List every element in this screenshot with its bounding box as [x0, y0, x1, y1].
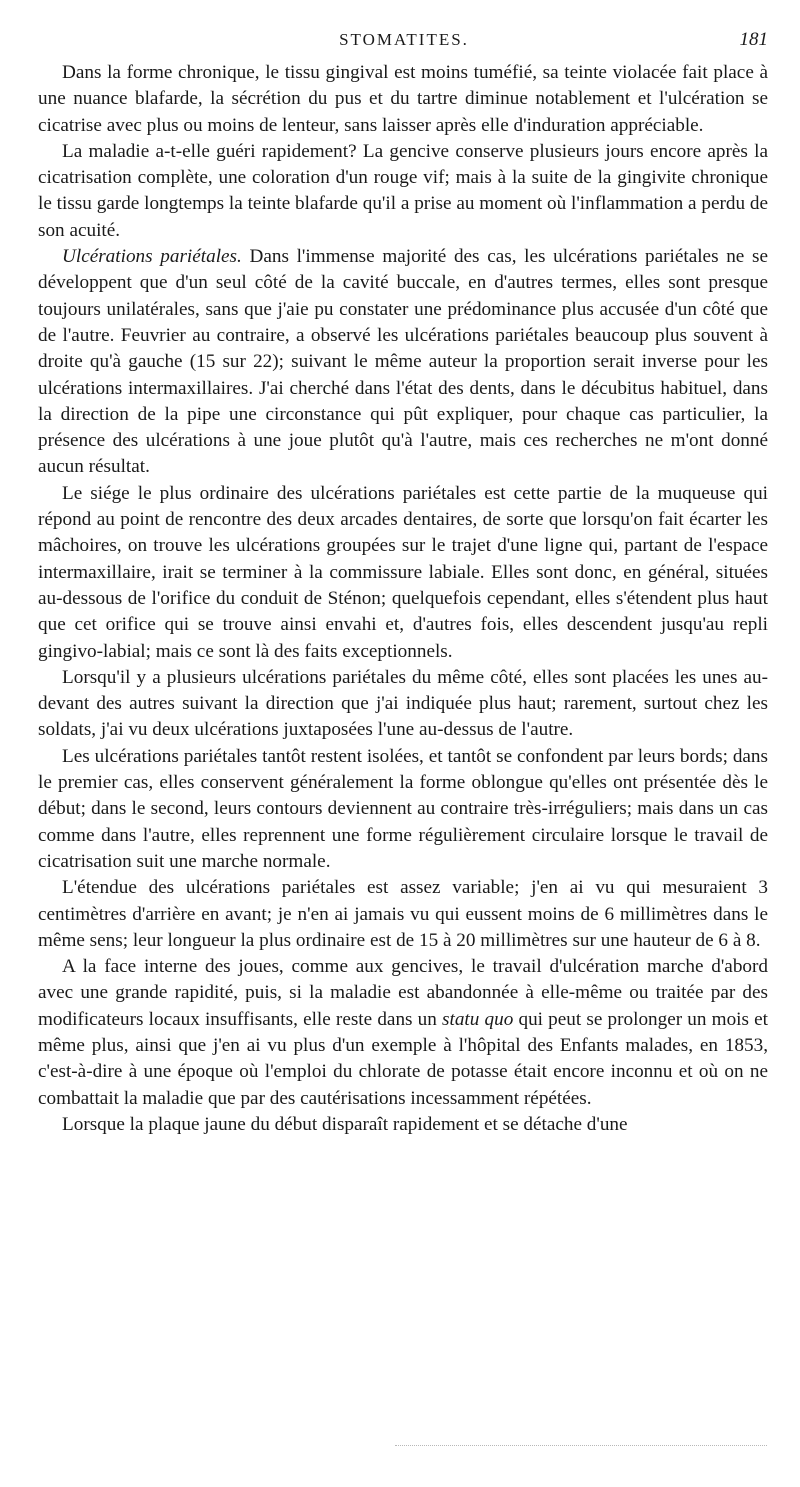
page-number: 181 — [739, 29, 768, 50]
running-head — [40, 30, 768, 56]
paragraph-text: Dans l'immense majorité des cas, les ulcérations pariétales ne se développent que d'un seul côté de la cavité buccale, en d'autres termes, elles sont presque toujours unilatérales, sans que j'aie pu constater une prédominance plus accusée d'un côté que de l'autre. Feuvrier au contraire, a observé les ulcérations pariétales beaucoup plus souvent à droite qu'à gauche (15 sur 22); suivant le même auteur la proportion serait inverse pour les ulcérations intermaxillaires. J'ai cherché dans l'état des dents, dans le décubitus habituel, dans la direction de la pipe une circonstance qui pût expliquer, pour chaque cas particulier, la présence des ulcérations à une joue plutôt qu'à l'autre, mais ces recherches ne m'ont donné aucun résultat. — [38, 246, 768, 478]
paragraph-text: qui peut se prolonger un mois et même plus, ainsi que j'en ai vu plus d'un exemple à l'hôpital des Enfants malades, en 1853, c'est-à-dire à une époque où l'emploi du chlorate de potasse était encore inconnu et où on ne combattait la maladie que par des cautérisations incessamment répétées. — [38, 1008, 768, 1109]
footer-rule — [395, 1445, 767, 1446]
paragraph-isolated-or-merged — [38, 744, 768, 875]
body-text — [38, 60, 768, 1138]
running-title: STOMATITES. — [339, 30, 469, 49]
paragraph-text: Le siége le plus ordinaire des ulcérations pariétales est cette partie de la muqueuse qui répond au point de rencontre des deux arcades dentaires, de sorte que lorsqu'on fait écarter les mâchoires, on trouve les ulcérations groupées sur le trajet d'une ligne qui, partant de l'espace intermaxillaire, irait se terminer à la commissure labiale. Elles sont donc, en général, situées au-dessous de l'orifice du conduit de Sténon; quelquefois cependant, elles s'étendent plus haut que cet orifice qui se trouve ainsi envahi et, d'autres fois, elles descendent jusqu'au repli gingivo-labial; mais ce sont là des faits exceptionnels. — [38, 482, 768, 662]
paragraph-parietal-ulcerations — [38, 244, 768, 481]
paragraph-text: La maladie a-t-elle guéri rapidement? La gencive conserve plusieurs jours encore après la cicatrisation complète, une coloration d'un rouge vif; mais à la suite de la gingivite chronique le tissu garde longtemps la teinte blafarde qu'il a prise au moment où l'inflammation a perdu de son acuité. — [38, 140, 768, 241]
paragraph-chronic-form — [38, 60, 768, 139]
paragraph-text: Lorsque la plaque jaune du début disparaît rapidement et se détache d'une — [62, 1113, 628, 1135]
paragraph-yellow-plaque — [38, 1112, 768, 1138]
paragraph-text: A la face interne des joues, comme aux gencives, le travail d'ulcération marche d'abord avec une grande rapidité, puis, si la maladie est abandonnée à elle-même ou traitée par des modificateurs locaux insuffisants, elle reste dans un — [38, 956, 768, 1030]
paragraph-usual-site — [38, 481, 768, 665]
paragraph-inner-cheek — [38, 954, 768, 1112]
paragraph-extent — [38, 875, 768, 954]
paragraph-text: Dans la forme chronique, le tissu gingival est moins tuméfié, sa teinte violacée fait place à une nuance blafarde, la sécrétion du pus et du tartre diminue notablement et l'ulcération se cicatrise avec plus ou moins de lenteur, sans laisser après elle d'induration appréciable. — [38, 62, 768, 136]
paragraph-text: L'étendue des ulcérations pariétales est assez variable; j'en ai vu qui mesuraient 3 centimètres d'arrière en avant; je n'en ai jamais vu qui eussent moins de 6 millimètres dans le même sens; leur longueur la plus ordinaire est de 15 à 20 millimètres sur une hauteur de 6 à 8. — [38, 877, 768, 951]
paragraph-text: Les ulcérations pariétales tantôt restent isolées, et tantôt se confondent par leurs bords; dans le premier cas, elles conservent généralement la forme oblongue qu'elles ont présentée dès le début; dans le second, leurs contours deviennent au contraire très-irréguliers; mais dans un cas comme dans l'autre, elles reprennent une forme régulièrement circulaire lorsque le travail de cicatrisation suit une marche normale. — [38, 745, 768, 872]
italic-phrase: statu quo — [442, 1008, 514, 1030]
section-heading-italic: Ulcérations pariétales. — [62, 246, 242, 268]
paragraph-text: Lorsqu'il y a plusieurs ulcérations pariétales du même côté, elles sont placées les unes au-devant des autres suivant la direction que j'ai indiquée plus haut; rarement, surtout chez les soldats, j'ai vu deux ulcérations juxtaposées l'une au-dessus de l'autre. — [38, 666, 768, 741]
paragraph-several-ulcerations — [38, 665, 768, 744]
paragraph-rapid-healing — [38, 139, 768, 244]
